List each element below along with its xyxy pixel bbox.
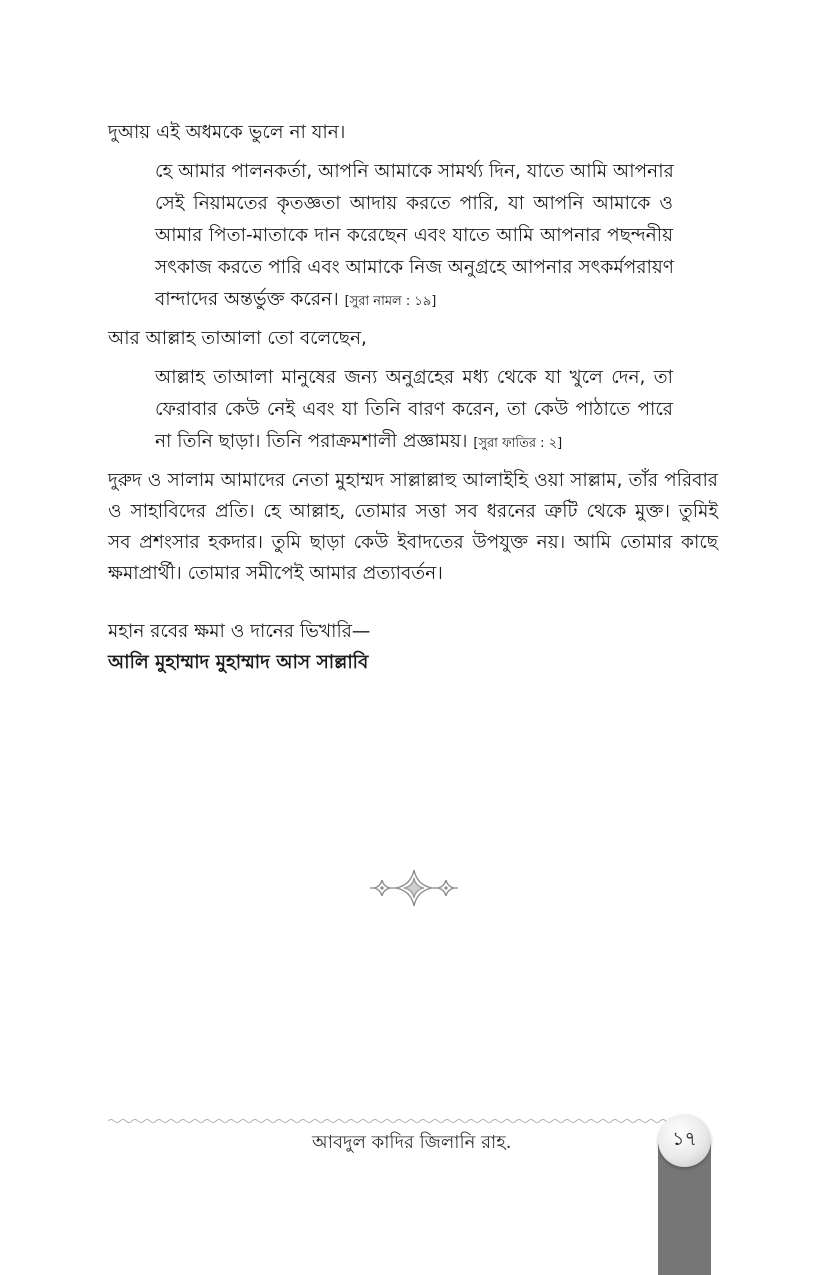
paragraph-line: দুরুদ ও সালাম আমাদের নেতা মুহাম্মদ সাল্লাল্লাহু আলাইহি ওয়া সাল্লাম, তাঁর পরিবার xyxy=(108,470,718,491)
paragraph-line: ক্ষমাপ্রার্থী। তোমার সমীপেই আমার প্রত্যাবর্তন। xyxy=(108,563,443,584)
signature-label: মহান রবের ক্ষমা ও দানের ভিখারি— xyxy=(108,621,371,642)
footer-rule xyxy=(108,1118,680,1124)
quote-line: ফেরাবার কেউ নেই এবং যা তিনি বারণ করেন, তা কেউ পাঠাতে পারে xyxy=(155,399,673,420)
paragraph-line: সব প্রশংসার হকদার। তুমি ছাড়া কেউ ইবাদতের উপযুক্ত নয়। আমি তোমার কাছে xyxy=(108,532,718,553)
quote-line: আল্লাহ তাআলা মানুষের জন্য অনুগ্রহের মধ্য থেকে যা খুলে দেন, তা xyxy=(155,367,673,388)
quote-line: হে আমার পালনকর্তা, আপনি আমাকে সামর্থ্য দিন, যাতে আমি আপনার xyxy=(155,161,674,182)
quote-citation: [সুরা ফাতির : ২] xyxy=(473,436,563,451)
running-title: আবদুল কাদির জিলানি রাহ. xyxy=(312,1132,512,1153)
signature-author: আলি মুহাম্মাদ মুহাম্মাদ আস সাল্লাবি xyxy=(108,652,369,673)
intro-line: দুআয় এই অধমকে ভুলে না যান। xyxy=(108,122,346,143)
page-number-badge xyxy=(658,1114,711,1167)
quote-citation: [সুরা নামল : ১৯] xyxy=(344,294,437,309)
page-number: ১৭ xyxy=(672,1127,697,1150)
quote-line: সৎকাজ করতে পারি এবং আমাকে নিজ অনুগ্রহে আপনার সৎকর্মপরায়ণ xyxy=(155,257,674,278)
quote-text: বান্দাদের অন্তর্ভুক্ত করেন। xyxy=(155,289,339,310)
quote-line-last xyxy=(155,427,562,459)
quote-line-last xyxy=(155,285,436,317)
quote-line: আমার পিতা-মাতাকে দান করেছেন এবং যাতে আমি আপনার পছন্দনীয় xyxy=(155,225,673,246)
star-ornament-icon xyxy=(370,868,458,908)
paragraph-line: ও সাহাবিদের প্রতি। হে আল্লাহ, তোমার সত্তা সব ধরনের ত্রুটি থেকে মুক্ত। তুমিই xyxy=(108,501,718,522)
quote-text: না তিনি ছাড়া। তিনি পরাক্রমশালী প্রজ্ঞাময়। xyxy=(155,431,468,452)
quote-line: সেই নিয়ামতের কৃতজ্ঞতা আদায় করতে পারি, যা আপনি আমাকে ও xyxy=(155,193,673,214)
allah-said-line: আর আল্লাহ তাআলা তো বলেছেন, xyxy=(108,328,367,349)
